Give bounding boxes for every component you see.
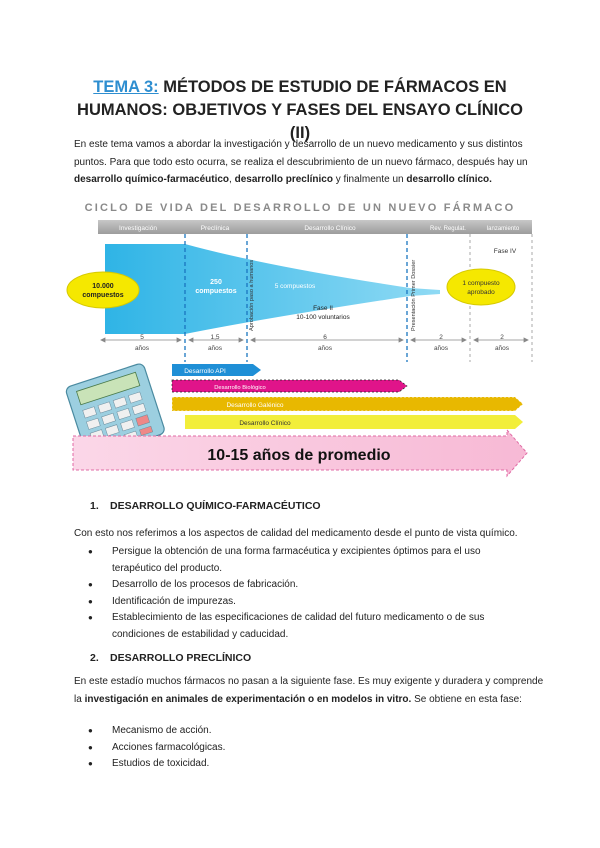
list-item: ● Identificación de impurezas. [80, 594, 530, 611]
intro-bold-3: desarrollo clínico. [406, 174, 492, 185]
duration-3-num: 6 [323, 334, 327, 341]
compounds-pre-txt: compuestos [195, 288, 237, 295]
vertical-dossier: Presentación Primer Dossier [411, 259, 417, 331]
fase1-title: Fase I [279, 245, 297, 251]
compounds-start-txt: compuestos [82, 292, 124, 299]
fase3-voluntarios: voluntarios [348, 261, 382, 267]
big-arrow-label: 10-15 años de promedio [207, 447, 391, 464]
fase3-count: 1000-5000 [350, 253, 380, 259]
duration-5-txt: años [494, 345, 510, 352]
list-item: ● Establecimiento de las especificaciones de calidad del futuro medicamento o de sus condiciones de estabilidad y caducidad. [80, 610, 530, 643]
fase1-count: 10-100 [279, 253, 298, 259]
section-2-heading [90, 652, 251, 664]
list-item: ● Persigue la obtención de una forma farmacéutica y excipientes óptimos para el uso terapéutico del producto. [80, 544, 530, 577]
fase4-label: Fase IV [493, 248, 517, 255]
intro-paragraph [74, 136, 544, 189]
section-2-number: 2. [90, 652, 99, 664]
section-2-lead [74, 673, 544, 708]
duration-3-txt: años [317, 345, 333, 352]
header-investigacion: Investigación [119, 225, 157, 232]
compounds-start-num: 10.000 [92, 283, 114, 290]
section-1-list [80, 544, 530, 643]
bar-api-label: Desarrollo API [184, 368, 226, 375]
header-rev-regulat: Rev. Regulat. [430, 226, 466, 232]
compounds-pre-num: 250 [210, 279, 222, 286]
intro-text-3: y finalmente un [332, 174, 407, 185]
bar-bio-label: Desarrollo Biológico [214, 385, 266, 391]
funnel-shape [105, 244, 440, 334]
ellipse-approved [447, 269, 515, 305]
section-2-lead-text-1: En este estadío muchos fármacos no pasan a la siguiente fase. Es muy exigente y duradera y comprende la [74, 676, 544, 705]
bar-clinic-label: Desarrollo Clínico [239, 420, 291, 427]
section-1-heading [90, 500, 321, 512]
header-desarrollo-clinico: Desarrollo Clínico [304, 225, 356, 232]
header-preclinica: Preclínica [200, 225, 230, 232]
duration-1-txt: años [134, 345, 150, 352]
section-1-title: DESARROLLO QUÍMICO-FARMACÉUTICO [110, 500, 321, 512]
fase2-voluntarios: 10-100 voluntarios [296, 314, 350, 321]
duration-5-num: 2 [500, 334, 504, 341]
section-2-title: DESARROLLO PRECLÍNICO [110, 652, 252, 664]
bar-galen-label: Desarrollo Galénico [226, 402, 284, 409]
approved-line-2: aprobado [467, 289, 495, 296]
list-item: ● Acciones farmacológicas. [80, 740, 530, 757]
intro-text-1: En este tema vamos a abordar la investigación y desarrollo de un nuevo medicamento y sus distintos puntos. Para que todo esto ocurra, se realiza el descubrimiento de un nuevo fármaco, después hay un [74, 139, 528, 168]
intro-bold-1: desarrollo químico-farmacéutico [74, 174, 230, 185]
header-lanzamiento: lanzamiento [486, 226, 520, 232]
approved-line-1: 1 compuesto [462, 280, 500, 287]
tema-label: TEMA 3: [93, 78, 159, 96]
title-line-2: HUMANOS: OBJETIVOS Y FASES DEL ENSAYO CLÍNICO (II) [77, 101, 523, 142]
page-title [70, 76, 530, 145]
duration-2-num: 1,5 [210, 334, 220, 341]
section-2-lead-text-2: Se obtiene en esta fase: [411, 693, 522, 705]
intro-text-2: , [229, 174, 235, 185]
section-2-lead-bold: investigación en animales de experimentación o en modelos in vitro. [84, 693, 412, 705]
duration-1-num: 5 [140, 334, 144, 341]
list-item: ● Estudios de toxicidad. [80, 756, 530, 773]
compounds-clinic: 5 compuestos [274, 283, 316, 290]
list-item: ● Mecanismo de acción. [80, 723, 530, 740]
duration-4-num: 2 [439, 334, 443, 341]
duration-arrows [101, 338, 528, 342]
vertical-aprobacion: Aprobación paso a humanos [249, 259, 255, 331]
section-1-number: 1. [90, 500, 99, 512]
list-item: ● Desarrollo de los procesos de fabricación. [80, 577, 530, 594]
section-1-lead: Con esto nos referimos a los aspectos de calidad del medicamento desde el punto de vista químico. [74, 528, 518, 539]
ellipse-10000-compuestos [67, 272, 139, 308]
section-2-list [80, 723, 530, 773]
figure-title: CICLO DE VIDA DEL DESARROLLO DE UN NUEVO FÁRMACO [84, 202, 516, 214]
duration-2-txt: años [207, 345, 223, 352]
bar-desarrollo-galenico [172, 397, 523, 411]
intro-bold-2: desarrollo preclínico [234, 174, 333, 185]
fase1-voluntarios: voluntarios [279, 261, 312, 267]
fase3-title: Fase III [354, 245, 376, 251]
fase2-title: Fase II [313, 305, 333, 312]
bar-desarrollo-biologico [172, 380, 407, 392]
drug-lifecycle-figure [65, 196, 535, 488]
duration-4-txt: años [433, 345, 449, 352]
bar-desarrollo-clinico [185, 415, 523, 429]
title-line-1: MÉTODOS DE ESTUDIO DE FÁRMACOS EN [158, 78, 507, 96]
